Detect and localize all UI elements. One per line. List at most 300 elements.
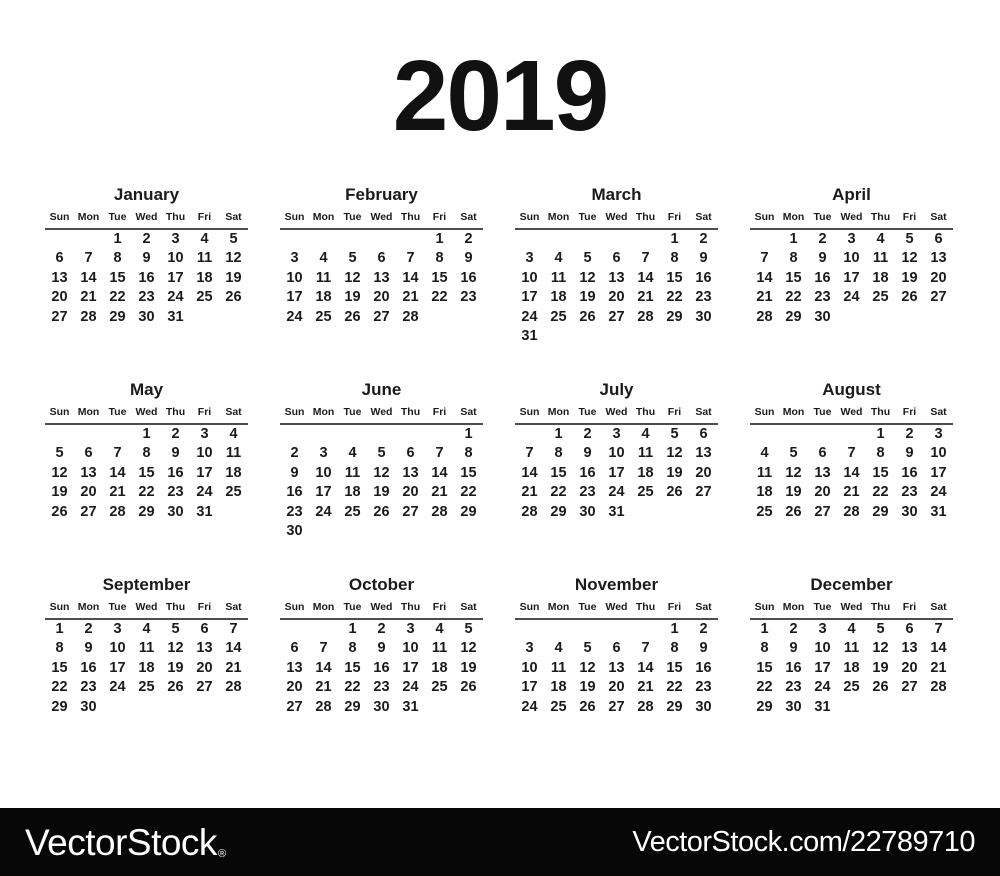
week-row xyxy=(750,659,953,678)
day-cell: 27 xyxy=(402,503,419,520)
week-row xyxy=(750,288,953,307)
day-cell: 30 xyxy=(373,698,390,715)
day-cell: 14 xyxy=(843,464,860,481)
day-cell: 17 xyxy=(814,659,831,676)
day-cell: 12 xyxy=(344,269,361,286)
day-cell: 1 xyxy=(348,621,357,637)
day-cell: 7 xyxy=(84,250,93,267)
day-cell: 11 xyxy=(872,250,889,267)
empty-cell xyxy=(367,424,396,444)
day-cell: 28 xyxy=(637,698,654,715)
weekday-fri: Fri xyxy=(902,601,917,613)
day-cell: 5 xyxy=(876,621,885,637)
weekday-fri: Fri xyxy=(432,211,447,223)
empty-cell xyxy=(45,229,74,249)
weekday-thu: Thu xyxy=(635,601,656,613)
day-cell: 11 xyxy=(138,640,155,657)
day-cell: 31 xyxy=(167,308,184,325)
day-cell: 25 xyxy=(344,503,361,520)
day-cell: 3 xyxy=(113,621,122,637)
day-cell: 10 xyxy=(930,445,947,462)
month-table xyxy=(750,406,953,522)
weekday-mon: Mon xyxy=(782,211,805,223)
day-cell: 6 xyxy=(612,250,621,267)
weekday-header-row xyxy=(750,601,953,619)
day-cell: 13 xyxy=(286,659,303,676)
day-cell: 5 xyxy=(171,621,180,637)
empty-cell xyxy=(837,308,866,327)
weekday-tue: Tue xyxy=(578,601,597,613)
empty-cell xyxy=(454,522,483,541)
day-cell: 19 xyxy=(579,289,596,306)
day-cell: 24 xyxy=(521,698,538,715)
day-cell: 17 xyxy=(167,269,184,286)
day-cell: 27 xyxy=(930,289,947,306)
day-cell: 18 xyxy=(315,289,332,306)
empty-cell xyxy=(573,619,602,639)
day-cell: 5 xyxy=(789,445,798,462)
weekday-sun: Sun xyxy=(284,406,305,418)
day-cell: 21 xyxy=(225,659,242,676)
weekday-sun: Sun xyxy=(49,211,70,223)
weekday-tue: Tue xyxy=(343,406,362,418)
day-cell: 13 xyxy=(80,464,97,481)
day-cell: 23 xyxy=(695,679,712,696)
empty-cell xyxy=(45,424,74,444)
empty-cell xyxy=(515,619,544,639)
day-cell: 14 xyxy=(109,464,126,481)
day-cell: 15 xyxy=(431,269,448,286)
day-cell: 23 xyxy=(695,289,712,306)
day-cell: 9 xyxy=(377,640,386,657)
week-row xyxy=(515,678,718,697)
weekday-sat: Sat xyxy=(225,211,242,223)
day-cell: 28 xyxy=(402,308,419,325)
week-row xyxy=(45,678,248,697)
week-row xyxy=(515,229,718,249)
week-row xyxy=(750,308,953,327)
day-cell: 20 xyxy=(373,289,390,306)
week-row xyxy=(750,483,953,502)
weekday-sat: Sat xyxy=(695,601,712,613)
week-row xyxy=(280,424,483,444)
week-row xyxy=(280,229,483,249)
day-cell: 11 xyxy=(225,445,242,462)
empty-cell xyxy=(837,424,866,444)
empty-cell xyxy=(454,308,483,327)
weekday-fri: Fri xyxy=(667,211,682,223)
day-cell: 14 xyxy=(756,269,773,286)
month-name: August xyxy=(822,380,881,399)
day-cell: 3 xyxy=(934,426,943,442)
day-cell: 22 xyxy=(756,679,773,696)
month-name: October xyxy=(348,575,415,594)
day-cell: 15 xyxy=(550,464,567,481)
week-row xyxy=(45,288,248,307)
day-cell: 7 xyxy=(525,445,534,462)
day-cell: 25 xyxy=(550,308,567,325)
weekday-sat: Sat xyxy=(460,406,477,418)
week-row xyxy=(45,659,248,678)
day-cell: 18 xyxy=(756,484,773,501)
empty-cell xyxy=(425,698,454,717)
day-cell: 10 xyxy=(843,250,860,267)
day-cell: 19 xyxy=(51,484,68,501)
weekday-sun: Sun xyxy=(284,211,305,223)
week-row xyxy=(515,503,718,522)
empty-cell xyxy=(338,229,367,249)
month-table xyxy=(45,601,248,717)
day-cell: 23 xyxy=(286,503,303,520)
day-cell: 11 xyxy=(431,640,448,657)
weekday-sun: Sun xyxy=(519,601,540,613)
empty-cell xyxy=(103,698,132,717)
day-cell: 8 xyxy=(760,640,769,657)
day-cell: 25 xyxy=(843,679,860,696)
day-cell: 6 xyxy=(406,445,415,462)
empty-cell xyxy=(103,424,132,444)
day-cell: 31 xyxy=(814,698,831,715)
empty-cell xyxy=(750,424,779,444)
day-cell: 22 xyxy=(666,289,683,306)
weekday-header-row xyxy=(750,211,953,229)
weekday-sun: Sun xyxy=(49,601,70,613)
day-cell: 30 xyxy=(167,503,184,520)
weekday-header-row xyxy=(515,406,718,424)
day-cell: 28 xyxy=(109,503,126,520)
day-cell: 27 xyxy=(901,679,918,696)
week-row xyxy=(750,249,953,268)
day-cell: 1 xyxy=(789,231,798,247)
brand-name: VectorStock xyxy=(25,821,217,863)
day-cell: 29 xyxy=(138,503,155,520)
day-cell: 15 xyxy=(344,659,361,676)
day-cell: 9 xyxy=(171,445,180,462)
day-cell: 2 xyxy=(699,621,708,637)
empty-cell xyxy=(219,698,248,717)
empty-cell xyxy=(190,308,219,327)
day-cell: 25 xyxy=(872,289,889,306)
weekday-header-row xyxy=(280,211,483,229)
day-cell: 17 xyxy=(402,659,419,676)
day-cell: 16 xyxy=(373,659,390,676)
weekday-wed: Wed xyxy=(605,601,628,613)
weekday-wed: Wed xyxy=(840,211,863,223)
empty-cell xyxy=(866,308,895,327)
day-cell: 13 xyxy=(695,445,712,462)
weekday-wed: Wed xyxy=(840,601,863,613)
weekday-tue: Tue xyxy=(108,211,127,223)
day-cell: 2 xyxy=(699,231,708,247)
day-cell: 28 xyxy=(80,308,97,325)
empty-cell xyxy=(544,327,573,346)
week-row xyxy=(515,288,718,307)
day-cell: 25 xyxy=(550,698,567,715)
day-cell: 29 xyxy=(872,503,889,520)
weekday-fri: Fri xyxy=(902,211,917,223)
day-cell: 4 xyxy=(435,621,444,637)
day-cell: 24 xyxy=(930,484,947,501)
day-cell: 25 xyxy=(138,679,155,696)
week-row xyxy=(750,229,953,249)
day-cell: 27 xyxy=(608,698,625,715)
day-cell: 21 xyxy=(80,289,97,306)
day-cell: 24 xyxy=(814,679,831,696)
day-cell: 26 xyxy=(167,679,184,696)
day-cell: 15 xyxy=(666,659,683,676)
weekday-thu: Thu xyxy=(165,406,186,418)
empty-cell xyxy=(219,308,248,327)
day-cell: 28 xyxy=(756,308,773,325)
day-cell: 4 xyxy=(348,445,357,462)
week-row xyxy=(280,269,483,288)
day-cell: 13 xyxy=(814,464,831,481)
weekday-sun: Sun xyxy=(754,601,775,613)
day-cell: 11 xyxy=(550,659,567,676)
empty-cell xyxy=(338,522,367,541)
weekday-wed: Wed xyxy=(370,211,393,223)
month-table xyxy=(280,406,483,541)
week-row xyxy=(280,444,483,463)
day-cell: 30 xyxy=(286,523,303,540)
week-row xyxy=(515,483,718,502)
day-cell: 23 xyxy=(80,679,97,696)
weekday-header-row xyxy=(280,601,483,619)
day-cell: 14 xyxy=(521,464,538,481)
day-cell: 11 xyxy=(756,464,773,481)
day-cell: 12 xyxy=(579,269,596,286)
day-cell: 6 xyxy=(55,250,64,267)
day-cell: 11 xyxy=(344,464,361,481)
day-cell: 7 xyxy=(641,640,650,657)
month-november xyxy=(515,574,718,769)
day-cell: 3 xyxy=(525,640,534,657)
weekday-tue: Tue xyxy=(578,211,597,223)
month-march xyxy=(515,184,718,379)
day-cell: 14 xyxy=(315,659,332,676)
day-cell: 4 xyxy=(319,250,328,267)
day-cell: 3 xyxy=(290,250,299,267)
day-cell: 24 xyxy=(315,503,332,520)
month-name: May xyxy=(129,380,164,399)
day-cell: 12 xyxy=(666,445,683,462)
empty-cell xyxy=(602,327,631,346)
weekday-header-row xyxy=(750,406,953,424)
day-cell: 21 xyxy=(315,679,332,696)
weekday-tue: Tue xyxy=(108,601,127,613)
week-row xyxy=(280,288,483,307)
empty-cell xyxy=(396,522,425,541)
weekday-wed: Wed xyxy=(605,406,628,418)
day-cell: 20 xyxy=(608,289,625,306)
day-cell: 29 xyxy=(51,698,68,715)
day-cell: 6 xyxy=(290,640,299,657)
day-cell: 17 xyxy=(521,289,538,306)
weekday-wed: Wed xyxy=(370,406,393,418)
empty-cell xyxy=(425,424,454,444)
day-cell: 8 xyxy=(55,640,64,657)
day-cell: 23 xyxy=(167,484,184,501)
weekday-sat: Sat xyxy=(695,211,712,223)
day-cell: 26 xyxy=(460,679,477,696)
day-cell: 27 xyxy=(373,308,390,325)
empty-cell xyxy=(750,229,779,249)
day-cell: 12 xyxy=(872,640,889,657)
week-row xyxy=(280,619,483,639)
day-cell: 7 xyxy=(319,640,328,657)
day-cell: 16 xyxy=(138,269,155,286)
day-cell: 1 xyxy=(55,621,64,637)
day-cell: 4 xyxy=(554,250,563,267)
day-cell: 23 xyxy=(373,679,390,696)
day-cell: 10 xyxy=(521,269,538,286)
day-cell: 23 xyxy=(901,484,918,501)
day-cell: 19 xyxy=(901,269,918,286)
day-cell: 28 xyxy=(315,698,332,715)
day-cell: 9 xyxy=(905,445,914,462)
weekday-mon: Mon xyxy=(77,601,100,613)
day-cell: 4 xyxy=(554,640,563,657)
weekday-sun: Sun xyxy=(284,601,305,613)
empty-cell xyxy=(367,229,396,249)
day-cell: 25 xyxy=(637,484,654,501)
day-cell: 7 xyxy=(847,445,856,462)
month-june xyxy=(280,379,483,574)
weekday-tue: Tue xyxy=(813,406,832,418)
weekday-sun: Sun xyxy=(519,211,540,223)
empty-cell xyxy=(190,698,219,717)
weekday-thu: Thu xyxy=(165,211,186,223)
day-cell: 11 xyxy=(843,640,860,657)
day-cell: 28 xyxy=(521,503,538,520)
day-cell: 21 xyxy=(930,659,947,676)
day-cell: 26 xyxy=(225,289,242,306)
day-cell: 10 xyxy=(109,640,126,657)
day-cell: 1 xyxy=(876,426,885,442)
day-cell: 12 xyxy=(373,464,390,481)
day-cell: 20 xyxy=(695,464,712,481)
weekday-sat: Sat xyxy=(225,406,242,418)
day-cell: 17 xyxy=(930,464,947,481)
day-cell: 22 xyxy=(431,289,448,306)
day-cell: 28 xyxy=(843,503,860,520)
month-name: March xyxy=(591,185,642,204)
week-row xyxy=(515,308,718,327)
weekday-fri: Fri xyxy=(432,601,447,613)
day-cell: 16 xyxy=(286,484,303,501)
empty-cell xyxy=(689,503,718,522)
weekday-wed: Wed xyxy=(135,406,158,418)
day-cell: 1 xyxy=(142,426,151,442)
empty-cell xyxy=(866,698,895,717)
weekday-mon: Mon xyxy=(77,406,100,418)
month-name: July xyxy=(599,380,634,399)
day-cell: 9 xyxy=(290,464,299,481)
week-row xyxy=(515,464,718,483)
day-cell: 4 xyxy=(142,621,151,637)
day-cell: 14 xyxy=(930,640,947,657)
empty-cell xyxy=(631,619,660,639)
day-cell: 7 xyxy=(760,250,769,267)
empty-cell xyxy=(924,308,953,327)
weekday-mon: Mon xyxy=(312,601,335,613)
weekday-fri: Fri xyxy=(902,406,917,418)
weekday-tue: Tue xyxy=(343,601,362,613)
empty-cell xyxy=(74,229,103,249)
day-cell: 22 xyxy=(785,289,802,306)
week-row xyxy=(45,229,248,249)
empty-cell xyxy=(454,698,483,717)
day-cell: 21 xyxy=(637,289,654,306)
empty-cell xyxy=(338,424,367,444)
month-name: February xyxy=(345,185,418,204)
empty-cell xyxy=(837,698,866,717)
day-cell: 18 xyxy=(431,659,448,676)
day-cell: 22 xyxy=(666,679,683,696)
day-cell: 29 xyxy=(666,698,683,715)
empty-cell xyxy=(425,522,454,541)
weekday-mon: Mon xyxy=(312,211,335,223)
day-cell: 16 xyxy=(579,464,596,481)
day-cell: 8 xyxy=(348,640,357,657)
weekday-fri: Fri xyxy=(667,601,682,613)
day-cell: 10 xyxy=(286,269,303,286)
day-cell: 6 xyxy=(84,445,93,462)
day-cell: 25 xyxy=(756,503,773,520)
empty-cell xyxy=(161,698,190,717)
day-cell: 16 xyxy=(814,269,831,286)
day-cell: 17 xyxy=(521,679,538,696)
day-cell: 15 xyxy=(109,269,126,286)
day-cell: 14 xyxy=(431,464,448,481)
day-cell: 5 xyxy=(55,445,64,462)
week-row xyxy=(750,444,953,463)
day-cell: 25 xyxy=(225,484,242,501)
week-row xyxy=(515,444,718,463)
weekday-header-row xyxy=(45,406,248,424)
day-cell: 11 xyxy=(550,269,567,286)
day-cell: 18 xyxy=(196,269,213,286)
day-cell: 22 xyxy=(344,679,361,696)
day-cell: 24 xyxy=(286,308,303,325)
day-cell: 9 xyxy=(699,640,708,657)
day-cell: 11 xyxy=(637,445,654,462)
month-name: September xyxy=(102,575,191,594)
day-cell: 29 xyxy=(344,698,361,715)
empty-cell xyxy=(808,424,837,444)
day-cell: 26 xyxy=(785,503,802,520)
weekday-tue: Tue xyxy=(343,211,362,223)
week-row xyxy=(45,269,248,288)
day-cell: 27 xyxy=(196,679,213,696)
day-cell: 12 xyxy=(785,464,802,481)
empty-cell xyxy=(602,229,631,249)
day-cell: 16 xyxy=(460,269,477,286)
day-cell: 13 xyxy=(51,269,68,286)
day-cell: 21 xyxy=(637,679,654,696)
day-cell: 3 xyxy=(406,621,415,637)
week-row xyxy=(45,308,248,327)
weekday-mon: Mon xyxy=(547,601,570,613)
empty-cell xyxy=(515,229,544,249)
day-cell: 8 xyxy=(670,640,679,657)
empty-cell xyxy=(425,308,454,327)
day-cell: 17 xyxy=(608,464,625,481)
weekday-sun: Sun xyxy=(49,406,70,418)
day-cell: 4 xyxy=(200,231,209,247)
day-cell: 2 xyxy=(142,231,151,247)
weekday-header-row xyxy=(280,406,483,424)
